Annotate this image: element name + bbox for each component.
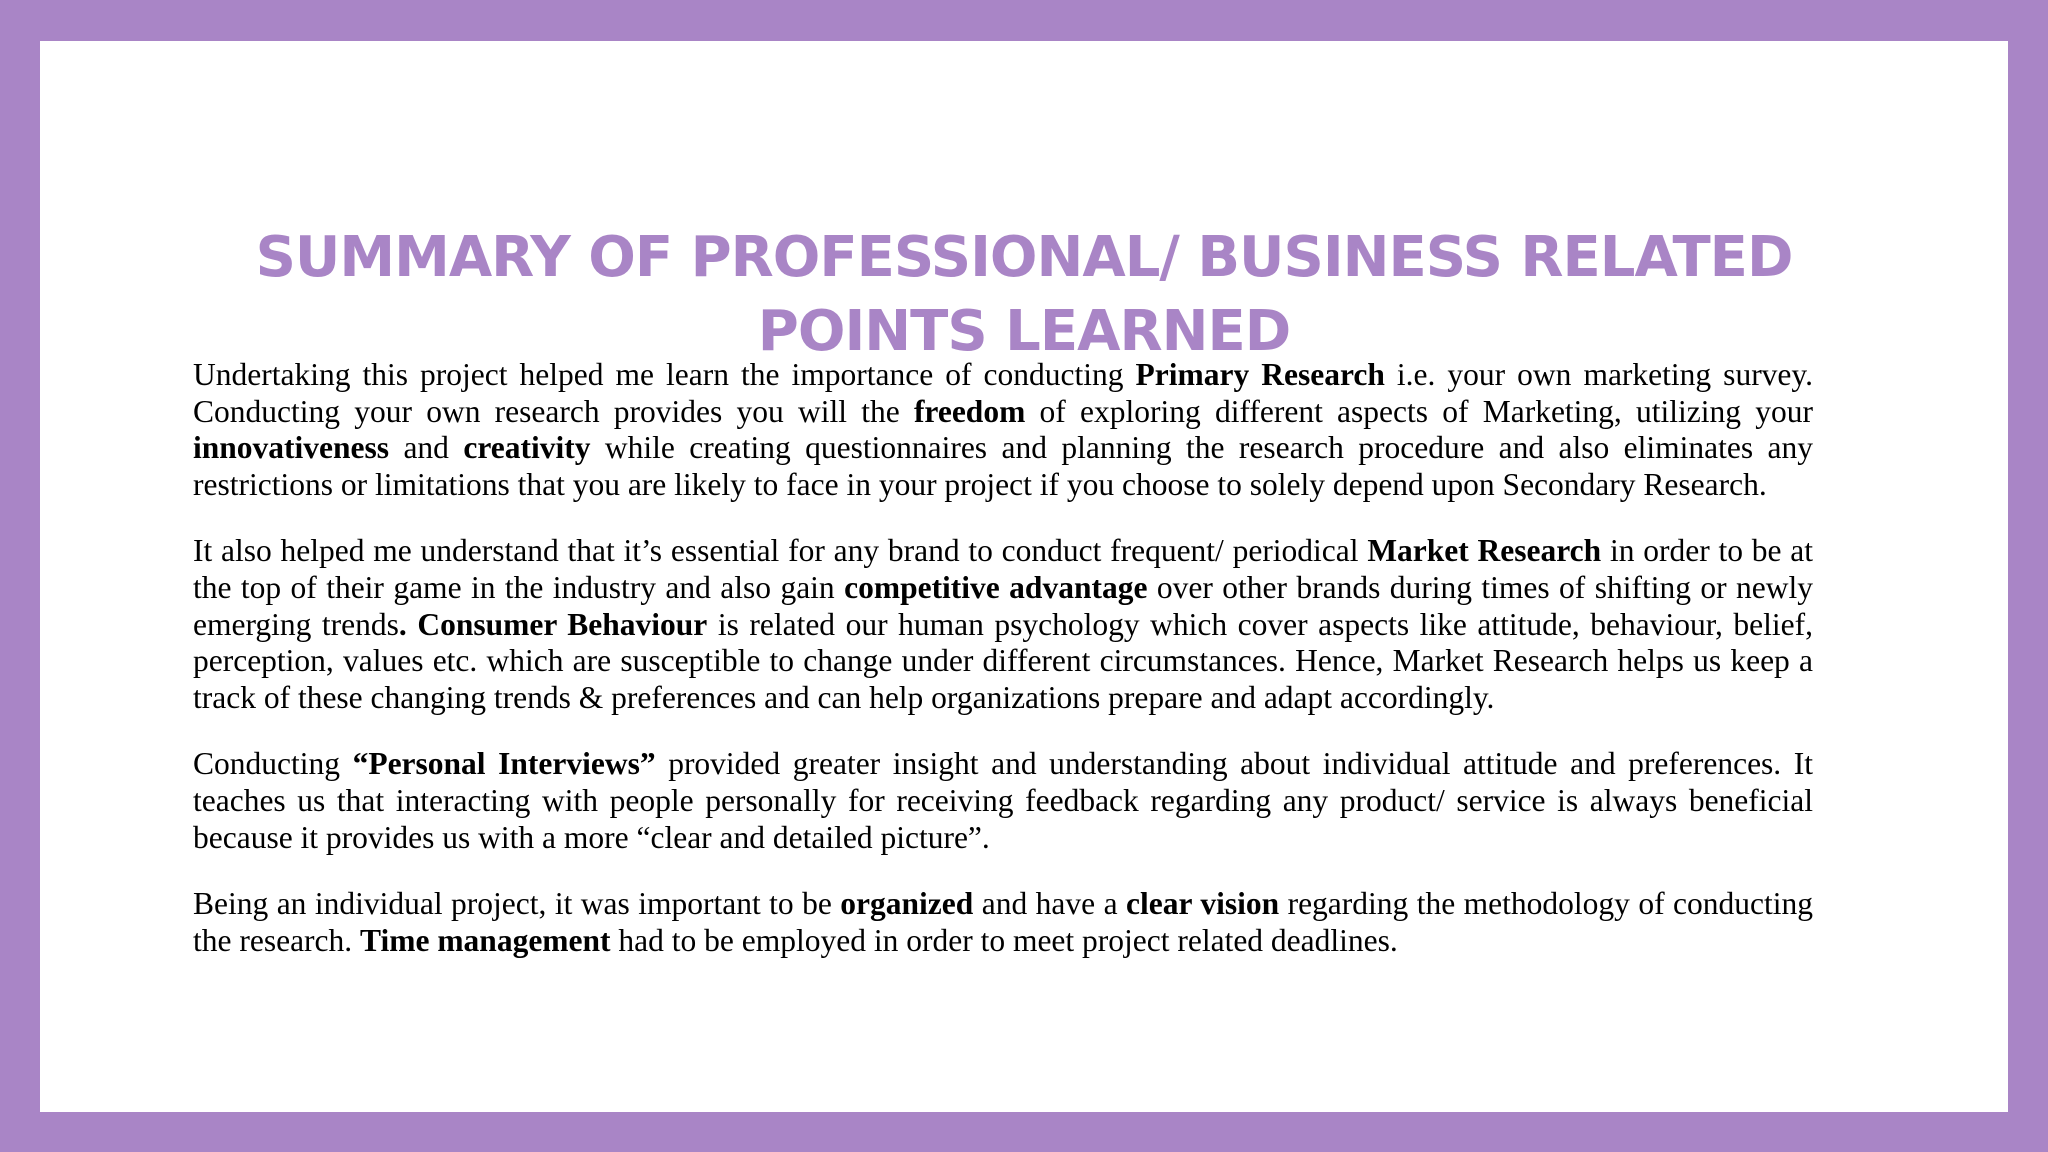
text-run: over other brands during times of shifting or newly emerging trends bbox=[193, 569, 1813, 642]
text-run: of exploring different aspects of Marketing, utilizing your bbox=[1025, 393, 1813, 429]
bold-phrase: freedom bbox=[913, 393, 1026, 429]
bold-phrase: Primary Research bbox=[1135, 357, 1385, 392]
text-run: Being an individual project, it was important to be bbox=[193, 886, 841, 922]
text-run: provided greater insight and understanding about individual attitude and preferences. It teaches us that interacting with people personally for receiving feedback regarding any product/ service is always beneficial because it provides us with a more “clear and detailed picture”. bbox=[193, 746, 1813, 855]
bold-phrase: “Personal Interviews” bbox=[352, 746, 656, 782]
paragraph-organization bbox=[193, 886, 1813, 959]
text-run: is related our human psychology which cover aspects like attitude, behaviour, belief, perception, values etc. which are susceptible to change under different circumstances. Hence, Market Research helps us keep a track of these changing trends & preferences and can help organizations prepare and adapt accordingly. bbox=[193, 606, 1813, 715]
bold-phrase: . Consumer Behaviour bbox=[398, 606, 708, 642]
bold-phrase: Time management bbox=[360, 922, 611, 958]
text-run: regarding the methodology of conducting the research. bbox=[193, 886, 1813, 958]
slide-body bbox=[193, 357, 1813, 989]
bold-phrase: innovativeness bbox=[193, 430, 390, 466]
text-run: and have a bbox=[973, 886, 1127, 922]
text-run: It also helped me understand that it’s essential for any brand to conduct frequent/ periodical bbox=[193, 533, 1368, 569]
text-run: had to be employed in order to meet project related deadlines. bbox=[610, 922, 1398, 958]
text-run: Undertaking this project helped me learn the importance of conducting bbox=[193, 357, 1136, 392]
title-line-2: POINTS LEARNED bbox=[757, 298, 1291, 364]
text-run: Conducting bbox=[193, 746, 353, 782]
paragraph-primary-research bbox=[193, 357, 1813, 503]
slide bbox=[40, 41, 2008, 1112]
text-run: while creating questionnaires and planning the research procedure and also eliminates any restrictions or limitations that you are likely to face in your project if you choose to solely depend upon Secondary Research. bbox=[193, 430, 1813, 502]
bold-phrase: competitive advantage bbox=[844, 569, 1148, 605]
bold-phrase: organized bbox=[840, 886, 974, 922]
text-run: and bbox=[389, 430, 464, 466]
paragraph-personal-interviews bbox=[193, 746, 1813, 856]
paragraph-market-research bbox=[193, 533, 1813, 716]
slide-title bbox=[40, 221, 2008, 369]
bold-phrase: clear vision bbox=[1126, 886, 1280, 922]
text-run: in order to be at the top of their game in the industry and also gain bbox=[193, 533, 1814, 605]
title-line-1: SUMMARY OF PROFESSIONAL/ BUSINESS RELATED bbox=[255, 224, 1793, 290]
bold-phrase: creativity bbox=[463, 430, 591, 466]
text-run: i.e. your own marketing survey. Conducting your own research provides you will the bbox=[193, 357, 1813, 429]
bold-phrase: Market Research bbox=[1367, 533, 1602, 569]
